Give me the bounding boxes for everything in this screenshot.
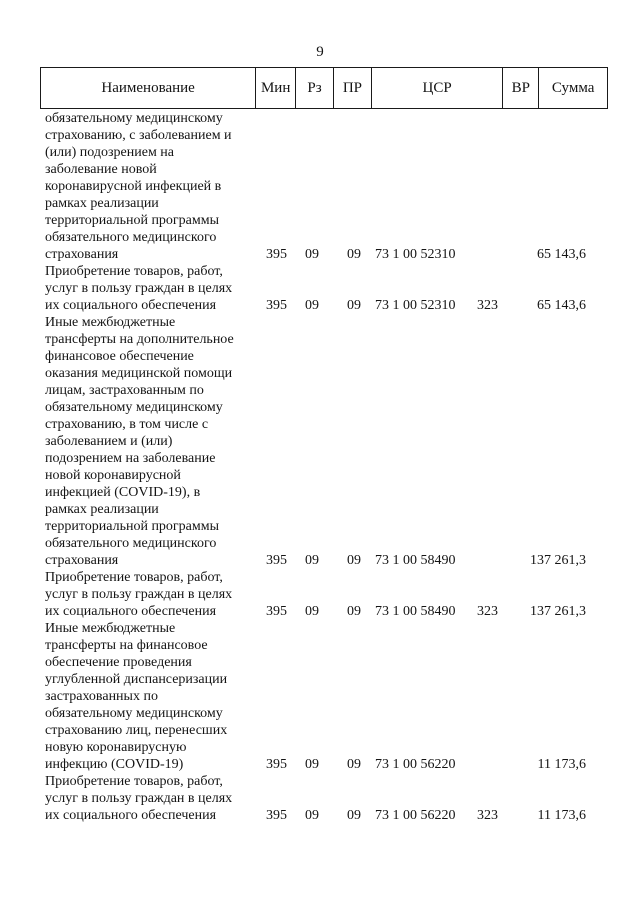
row-name-line: услуг в пользу граждан в целях xyxy=(45,791,233,806)
row-name xyxy=(40,263,255,314)
table-row xyxy=(40,263,608,314)
row-name xyxy=(40,110,255,263)
table-header xyxy=(40,67,608,109)
row-name-line: их социального обеспечения xyxy=(45,604,217,619)
row-name xyxy=(40,773,255,824)
row-min: 395 xyxy=(266,553,287,568)
row-csr: 73 1 00 56220 xyxy=(375,808,456,823)
row-rz: 09 xyxy=(305,247,319,262)
table-row xyxy=(40,773,608,824)
row-name-line: застрахованных по xyxy=(45,689,158,704)
row-name xyxy=(40,569,255,620)
row-min: 395 xyxy=(266,298,287,313)
row-pr: 09 xyxy=(347,604,361,619)
row-rz: 09 xyxy=(305,757,319,772)
row-min: 395 xyxy=(266,757,287,772)
row-min: 395 xyxy=(266,808,287,823)
row-csr: 73 1 00 58490 xyxy=(375,553,456,568)
row-pr: 09 xyxy=(347,757,361,772)
row-csr: 73 1 00 52310 xyxy=(375,247,456,262)
header-vr: ВР xyxy=(503,68,539,108)
row-name-line: их социального обеспечения xyxy=(45,298,217,313)
row-name-line: страхования xyxy=(45,247,119,262)
row-name-line: подозрением на заболевание xyxy=(45,451,216,466)
row-pr: 09 xyxy=(347,553,361,568)
row-sum: 65 143,6 xyxy=(537,247,586,262)
row-name-line: страхованию, с заболеванием и xyxy=(45,128,232,143)
row-name-line: обязательного медицинского xyxy=(45,230,217,245)
row-name-line: Иные межбюджетные xyxy=(45,315,176,330)
row-name-line: заболеванием и (или) xyxy=(45,434,173,449)
row-pr: 09 xyxy=(347,298,361,313)
row-vr: 323 xyxy=(477,604,498,619)
row-min: 395 xyxy=(266,604,287,619)
row-name-line: страхованию, в том числе с xyxy=(45,417,209,432)
row-name-line: инфекцией (COVID-19), в xyxy=(45,485,201,500)
row-name-line: Приобретение товаров, работ, xyxy=(45,264,223,279)
row-vr: 323 xyxy=(477,808,498,823)
row-name-line: обеспечение проведения xyxy=(45,655,192,670)
table-row xyxy=(40,569,608,620)
row-rz: 09 xyxy=(305,553,319,568)
row-name-line: трансферты на дополнительное xyxy=(45,332,234,347)
row-name-line: лицам, застрахованным по xyxy=(45,383,204,398)
row-rz: 09 xyxy=(305,604,319,619)
row-name-line: заболевание новой xyxy=(45,162,157,177)
row-sum: 11 173,6 xyxy=(537,808,586,823)
row-name-line: трансферты на финансовое xyxy=(45,638,208,653)
header-pr: ПР xyxy=(334,68,372,108)
row-name-line: обязательному медицинскому xyxy=(45,111,223,126)
table-row xyxy=(40,314,608,569)
row-name-line: Иные межбюджетные xyxy=(45,621,176,636)
table-row xyxy=(40,110,608,263)
row-name-line: финансовое обеспечение xyxy=(45,349,194,364)
row-name xyxy=(40,620,255,773)
row-name-line: услуг в пользу граждан в целях xyxy=(45,281,233,296)
row-name-line: новую коронавирусную xyxy=(45,740,187,755)
row-name-line: коронавирусной инфекцией в xyxy=(45,179,222,194)
table-row xyxy=(40,620,608,773)
row-sum: 137 261,3 xyxy=(530,553,586,568)
row-name-line: углубленной диспансеризации xyxy=(45,672,228,687)
row-csr: 73 1 00 52310 xyxy=(375,298,456,313)
row-sum: 11 173,6 xyxy=(537,757,586,772)
row-name-line: рамках реализации xyxy=(45,196,159,211)
row-name-line: обязательному медицинскому xyxy=(45,706,223,721)
row-name-line: территориальной программы xyxy=(45,213,220,228)
row-rz: 09 xyxy=(305,808,319,823)
row-name-line: страхования xyxy=(45,553,119,568)
header-name: Наименование xyxy=(41,68,256,108)
row-min: 395 xyxy=(266,247,287,262)
row-name-line: инфекцию (COVID-19) xyxy=(45,757,184,772)
page-number: 9 xyxy=(316,44,324,60)
row-name xyxy=(40,314,255,569)
header-min: Мин xyxy=(256,68,296,108)
header-csr: ЦСР xyxy=(372,68,504,108)
row-name-line: рамках реализации xyxy=(45,502,159,517)
row-sum: 137 261,3 xyxy=(530,604,586,619)
row-name-line: оказания медицинской помощи xyxy=(45,366,233,381)
row-name-line: их социального обеспечения xyxy=(45,808,217,823)
header-sum: Сумма xyxy=(551,79,595,96)
table-body xyxy=(40,110,608,824)
row-name-line: обязательного медицинского xyxy=(45,536,217,551)
row-rz: 09 xyxy=(305,298,319,313)
row-pr: 09 xyxy=(347,247,361,262)
row-csr: 73 1 00 56220 xyxy=(375,757,456,772)
row-name-line: обязательному медицинскому xyxy=(45,400,223,415)
row-name-line: услуг в пользу граждан в целях xyxy=(45,587,233,602)
row-name-line: (или) подозрением на xyxy=(45,145,175,160)
row-name-line: территориальной программы xyxy=(45,519,220,534)
row-name-line: новой коронавирусной xyxy=(45,468,181,483)
row-csr: 73 1 00 58490 xyxy=(375,604,456,619)
row-name-line: страхованию лиц, перенесших xyxy=(45,723,228,738)
header-rz: Рз xyxy=(296,68,334,108)
row-sum: 65 143,6 xyxy=(537,298,586,313)
row-vr: 323 xyxy=(477,298,498,313)
row-name-line: Приобретение товаров, работ, xyxy=(45,774,223,789)
row-pr: 09 xyxy=(347,808,361,823)
row-name-line: Приобретение товаров, работ, xyxy=(45,570,223,585)
